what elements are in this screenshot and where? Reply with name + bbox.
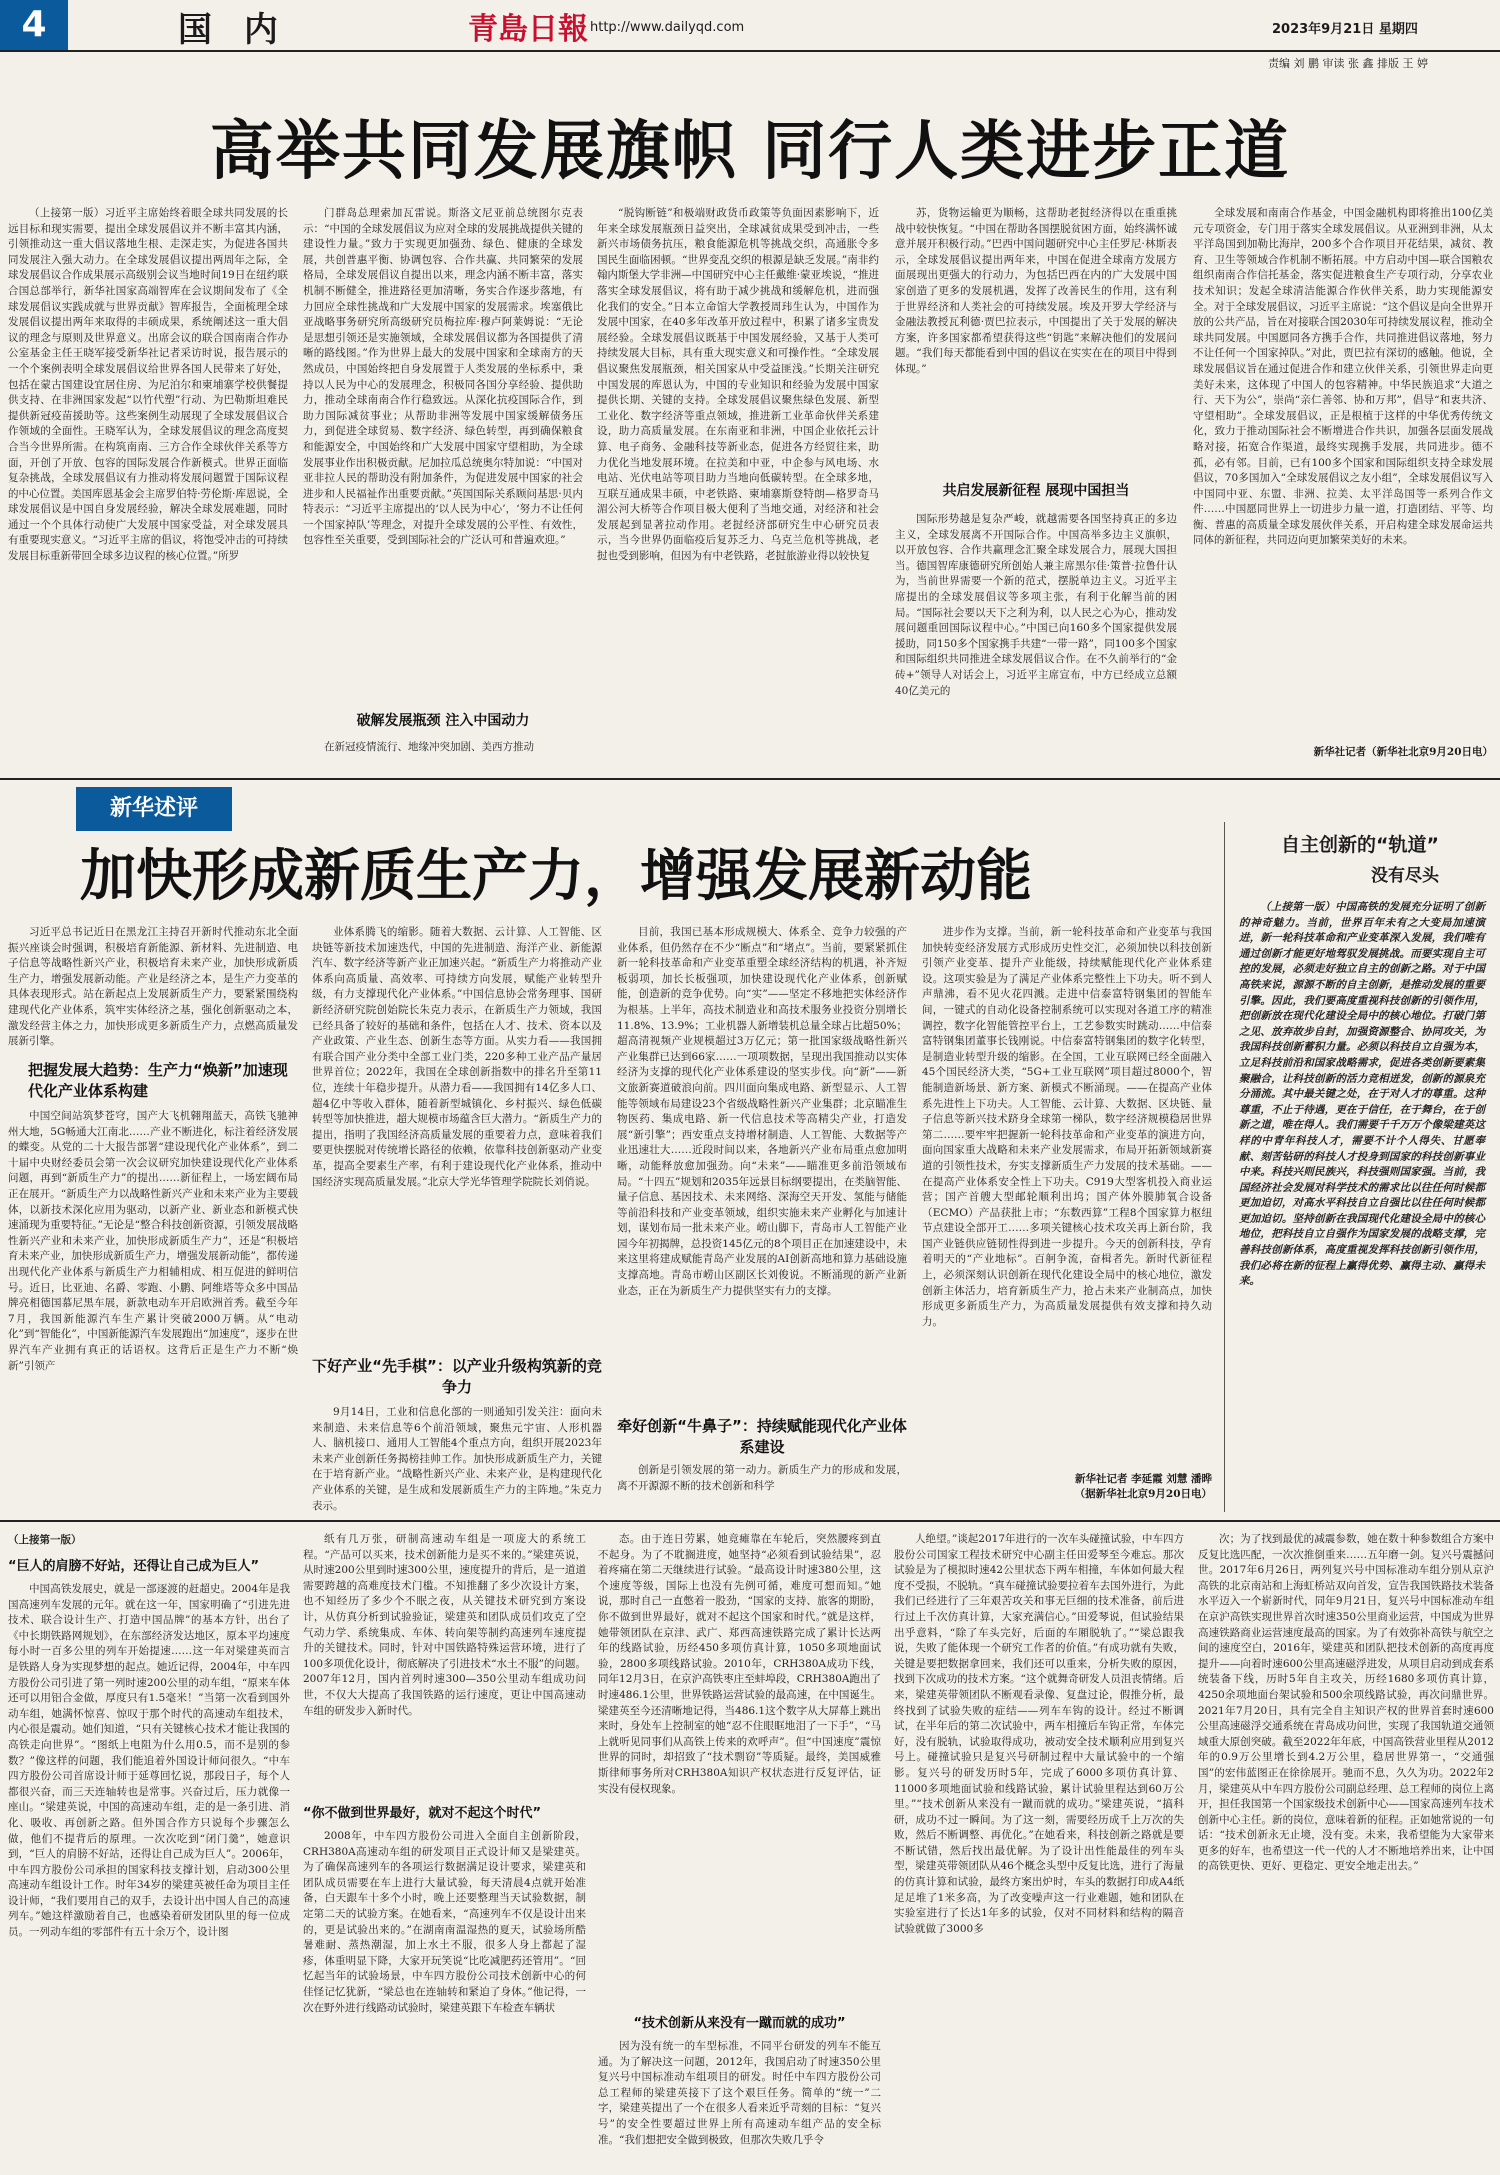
article2-col1-wrap bbox=[8, 925, 298, 1515]
sidebar-commentary bbox=[1224, 822, 1495, 1512]
article2-col2: 业体系腾飞的缩影。随着大数据、云计算、人工智能、区块链等新技术加速迭代，中国的先进制造、海洋产业、新能源汽车、数字经济等新产业正加速兴起。“新质生产力将推动产业体系向高质量、高效率、可持续方向发展，赋能产业转型升级，有力支撑现代化产业体系。”中国信息协会常务理事、国研新经济研究院创始院长朱克力表示，在新质生产力领域，我国已经具备了较好的基础和条件，包括在人才、技术、资本以及产业政策、产业生态、创新生态等方面。从实力看——我国拥有联合国产业分类中全部工业门类，220多种工业产品产量居世界首位；2022年，我国在全球创新指数中的排名升至第11位，连续十年稳步提升。从潜力看——我国拥有14亿多人口、超4亿中等收入群体，随着新型城镇化、乡村振兴、绿色低碳转型等加快推进，超大规模市场蕴含巨大潜力。“新质生产力的提出，指明了我国经济高质量发展的重要着力点，意味着我们要更快摆脱对传统增长路径的依赖，依靠科技创新驱动产业变革，提高全要素生产率，有利于建设现代化产业体系，推动中国经济实现高质量发展。”北京大学光华管理学院院长刘俏说。 bbox=[312, 926, 602, 1188]
article3-col3: 态。由于连日劳累，她竟瘫靠在车轮后，突然腰疼到直不起身。为了不耽搁进度，她坚持“必须看到试验结果”，忍着疼痛在第二天继续进行试验。“最高设计时速380公里，这个速度等级，国际上也没有先例可循，难度可想而知。”她说，那时自己一直憋着一股劲，“国家的支持、旅客的期盼，你不做到世界最好，就对不起这个国家和时代。”就是这样，她带领团队在京津、武广、郑西高速铁路完成了累计长达两年的线路试验，历经450多项仿真计算，1050多项地面试验，2800多项线路试验。2010年，CRH380A成功下线，同年12月3日，在京沪高铁枣庄至蚌埠段，CRH380A跑出了时速486.1公里，世界铁路运营试验的最高速，在中国诞生。梁建英至今还清晰地记得，当486.1这个数字从大屏幕上跳出来时，身处车上控制室的她“忍不住眼眶地泪了一下手”，“马上就听见同事们从高铁上传来的欢呼声”。但“中国速度”震惊世界的同时，却招致了“技术剽窃”等质疑。最终，美国威雅斯律师事务所对CRH380A知识产权状态进行反复评估，证实没有侵权现象。 bbox=[598, 1533, 881, 1795]
editor-credits: 责编 刘 鹏 审读 张 鑫 排版 王 婷 bbox=[1268, 57, 1428, 70]
issue-date: 2023年9月21日 星期四 bbox=[1272, 22, 1418, 37]
page-number: 4 bbox=[0, 0, 68, 50]
article1-col3: “脱钩断链”和极端财政货币政策等负面因素影响下，近年来全球发展瓶颈日益突出，全球减贫成果受到冲击，一些新兴市场债务抗压，粮食能源危机等挑战交织，高通胀令多国民生面临困顿。“世界变乱交织的根源是缺乏发展。”南非约翰内斯堡大学非洲—中国研究中心主任戴维·蒙亚埃说，“推进落实全球发展倡议，将有助于减少挑战和缓解危机，进而强化我们的安全。”日本立命馆大学教授周玮生认为，中国作为发展中国家，在40多年改革开放过程中，积累了诸多宝贵发展经验。全球发展倡议既基于中国发展经验，又基于人类可持续发展大目标，具有重大现实意义和可操作性。“全球发展倡议聚焦发展瓶颈，相关国家从中受益匪浅。”长期关注研究中国发展的库恩认为，中国的专业知识和经验为发展中国家提供长期、关键的支持。全球发展倡议聚焦绿色发展、新型工业化、数字经济等重点领域，推进新工业革命伙伴关系建设，助力高质量发展。在东南亚和非洲，中国企业依托云计算、电子商务、金融科技等新业态，促进各方经贸往来，助力优化当地发展环境。在拉美和中亚，中企参与风电场、水电站、光伏电站等项目助力当地向低碳转型。在全球多地，互联互通成果丰硕，中老铁路、柬埔寨斯登特朗—格罗奇马湄公河大桥等合作项目极大便利了当地交通，对经济和社会发展起到显著拉动作用。老挝经济部研究生中心研究员表示，当今世界仍面临疫后复苏乏力、乌克兰危机等挑战，老挝也受到影响，但因为有中老铁路，老挝旅游业得以较快复 bbox=[597, 207, 879, 563]
sidebar-body: （上接第一版）中国高铁的发展充分证明了创新的神奇魅力。当前，世界百年未有之大变局加速演进，新一轮科技革命和产业变革深入发展，我们唯有通过创新才能更好地驾驭发展挑战。而要实现自主可控的发展，必须走好独立自主的创新之路。对于中国高铁来说，源源不断的自主创新，是推动发展的重要引擎。因此，我们要高度重视科技创新的引领作用，把创新放在现代化建设全局中的核心地位。打破门第之见、放弃故步自封，加强资源整合、协同攻关，为我国科技创新蓄积力量。必须以科技自立自强为本，立足科技前沿和国家战略需求，促进各类创新要素集聚融合，让科技创新的活力竞相迸发，创新的源泉充分涌流。其中最关键之处，在于对人才的尊重。这种尊重，不止于待遇，更在于信任，在于舞台，在于创新之道，唯在得人。我们需要千千万万个像梁建英这样的中青年科技人才，需要不计个人得失、甘愿奉献、刻苦钻研的科技人才投身到国家的科技创新事业中来。科技兴则民族兴，科技强则国家强。当前，我国经济社会发展对科学技术的需求比以往任何时候都更加迫切，对高水平科技自立自强比以往任何时候都更加迫切。坚持创新在我国现代化建设全局中的核心地位，把科技自立自强作为国家发展的战略支撑，完善科技创新体系，高度重视发挥科技创新引领作用，我们必将在新的征程上赢得优势、赢得主动、赢得未来。 bbox=[1239, 901, 1485, 1288]
article3-col2: 纸有几万张，研制高速动车组是一项庞大的系统工程。“产品可以买来，技术创新能力是买不来的。”梁建英说，从时速200公里到时速300公里，速度提升的背后，是一道道需要跨越的高难度技术门槛。不知推翻了多少次设计方案，也不知经历了多少个不眠之夜，从关键技术研究到方案设计，从仿真分析到试验验证，梁建英和团队成员们攻克了空气动力学、系统集成、车体、转向架等制约高速列车速度提升的关键技术。同时，针对中国铁路特殊运营环境，进行了100多项优化设计，彻底解决了引进技术“水土不服”的问题。2007年12月，国内首列时速300—350公里动车组成功问世，不仅大大提高了我国铁路的运行速度，更让中国高速动车组的研发步入新时代。 bbox=[303, 1533, 586, 1717]
masthead-rule bbox=[0, 50, 1500, 52]
article3-col4: 人绝望。”谈起2017年进行的一次车头碰撞试验，中车四方股份公司国家工程技术研究中心副主任田爱琴至今难忘。那次试验是为了模拟时速42公里状态下两车相撞，车体如何最大程度不受损，不脱轨。“真车碰撞试验要拉着车去国外进行，为此我们已经进行了三年艰苦攻关和事无巨细的技术准备，前后进行过上千次仿真计算，大家充满信心。”田爱琴说，但试验结果出乎意料，“除了车头完好，后面的车厢脱轨了。”“梁总跟我说，失败了能体现一个研究工作者的价值。”有成功就有失败，关键是要把数据拿回来，我们还可以重来，分析失败的原因，找到下次成功的技术方案。“这个就舞奇研发人员沮丧情绪。后来，梁建英带领团队不断观看录像、复盘过论，假推分析，最终找到了试验失败的症结——列车车钩的设计。经过不断调试，在半年后的第二次试验中，两车相撞后车钩正常，车体完好，没有脱轨，试验取得成功，被动安全技术顺利应用到复兴号上。碰撞试验只是复兴号研制过程中大量试验中的一个缩影。复兴号的研发历时5年，完成了6000多项仿真计算、11000多项地面试验和线路试验，累计试验里程达到60万公里。”“技术创新从来没有一蹴而就的成功。”梁建英说，“搞科研，成功不过一瞬间。为了这一刻，需要经历成千上万次的失败，然后不断调整、再优化。”在她看来，科技创新之路就是要不断试错，然后找出最优解。为了设计出性能最佳的列车头型，梁建英带领团队从46个概念头型中反复比选，进行了海量的仿真计算和试验，最终方案出炉时，车头的数据打印成A4纸足足堆了1米多高，为了改变噪声这一行业难题，她和团队在实验室进行了长达1年多的试验，仅对不同材料和结构的隔音试验就做了3000多 bbox=[894, 1533, 1184, 1935]
article2-col3-subhead: 牵好创新“牛鼻子”：持续赋能现代化产业体系建设 bbox=[617, 1417, 907, 1456]
article2-col2-b: 9月14日，工业和信息化部的一则通知引发关注：面向未来制造、未来信息等6个前沿领域，聚焦元宇宙、人形机器人、脑机接口、通用人工智能4个重点方向，组织开展2023年未来产业创新任务揭榜挂帅工作。加快形成新质生产力，关键在于培育新产业。“战略性新兴产业、未来产业，是构建现代化产业体系的关键，是生成和发展新质生产力的主阵地。”朱克力表示。 bbox=[312, 1406, 602, 1512]
article2-col2-wrap bbox=[312, 925, 602, 1515]
sidebar-subtitle: 没有尽头 bbox=[1371, 866, 1439, 886]
article2-headline: 加快形成新质生产力，增强发展新动能 bbox=[80, 844, 1032, 909]
article1-col2: 门群岛总理索加瓦雷说。斯洛文尼亚前总统图尔克表示：“中国的全球发展倡议为应对全球的发展挑战提供关键的建设性力量。”致力于实现更加强劲、绿色、健康的全球发展，共创普惠平衡、协调包容、合作共赢、共同繁荣的发展格局，全球发展倡议自提出以来，理念内涵不断丰富，落实机制不断健全，推进路径更加清晰，务实合作逐步落地，有力回应全球性挑战和广大发展中国家的发展需求。埃塞俄比亚战略事务研究所高级研究员梅拉库·穆卢阿莱姆说：“无论是思想引领还是实施领域，全球发展倡议都为各国提供了清晰的路线图。”作为世界上最大的发展中国家和全球南方的天然成员，中国始终把自身发展置于人类发展的坐标系中，秉持以人民为中心的发展理念，积极同各国分享经验、提供助力，推动全球南南合作行稳致远。从深化抗疫国际合作，到助力国际减贫事业；从帮助非洲等发展中国家缓解债务压力，到促进全球贸易、数字经济、绿色转型，再到确保粮食和能源安全，中国始终和广大发展中国家守望相助，为全球发展事业作出积极贡献。尼加拉瓜总统奥尔特加说：“中国对亚非拉人民的帮助没有附加条件，为促进发展中国家的社会进步和人民福祉作出重要贡献。”英国国际关系顾问基思·贝内特表示：“习近平主席提出的‘以人民为中心’，‘努力不让任何一个国家掉队’等理念，对提升全球发展的公平性、有效性，包容性至关重要，受到国际社会的广泛认可和普遍欢迎。” bbox=[303, 207, 583, 547]
section-title: 国 内 bbox=[178, 10, 288, 50]
article1-col1: （上接第一版）习近平主席始终着眼全球共同发展的长远目标和现实需要，提出全球发展倡议并不断丰富其内涵，引领推动这一重大倡议落地生根、走深走实，为促进各国共同发展注入强大动力。在全球发展倡议提出两周年之际，全球发展倡议合作成果展示高级别会议当地时间19日在纽约联合国总部举行，新华社国家高端智库在会议期间发布了《全球发展倡议实践成就与世界贡献》智库报告，全面梳理全球发展倡议提出两年来取得的丰硕成果，系统阐述这一重大倡议的理念与原则及世界意义。出席会议的联合国南南合作办公室基金主任王晓军接受新华社记者采访时说，报告展示的一个个案例表明全球发展倡议给世界各国人民带来了好处，包括在蒙古国建设宜居住房、为尼泊尔和柬埔寨学校供餐提供支持、在非洲国家发起“以竹代塑”行动、为巴勒斯坦难民提供新冠疫苗援助等。这些案例生动展现了全球发展倡议合作领域的全面性。王晓军认为，全球发展倡议的理念高度契合当今世界所需。在构筑南南、三方合作全球伙伴关系等方面，开创了开放、包容的国际发展合作新模式。世界正面临复杂挑战，全球发展倡议有力推动将发展问题置于国际议程的中心位置。美国库恩基金会主席罗伯特·劳伦斯·库恩说，全球发展倡议是中国自身发展经验，解决全球发展难题，同时通过一个个具体行动使广大发展中国家受益，对全球发展具有重要现实意义。“习近平主席的倡议，将饱受冲击的可持续发展目标重新带回全球多边议程的核心位置。”所罗 bbox=[8, 207, 288, 563]
article3-col3-subhead: “技术创新从来没有一蹴而就的成功” bbox=[633, 2016, 846, 2031]
article2-col3-b: 创新是引领发展的第一动力。新质生产力的形成和发展，离不开源源不断的技术创新和科学 bbox=[617, 1464, 907, 1492]
article3-col2-wrap bbox=[303, 1532, 586, 2172]
article1-headline: 高举共同发展旗帜 同行人类进步正道 bbox=[209, 115, 1291, 189]
article2-col4-wrap bbox=[922, 925, 1212, 1515]
article1-col4-b: 国际形势越是复杂严峻，就越需要各国坚持真正的多边主义，全球发展离不开国际合作。中国高举多边主义旗帜，以开放包容、合作共赢理念汇聚全球发展合力，展现大国担当。德国智库康德研究所创始人兼主席黑尔佳·策普·拉鲁什认为，当前世界需要一个新的范式，摆脱单边主义。习近平主席提出的全球发展倡议等多项主张，有利于化解当前的困局。“国际社会要以天下之利为利，以人民之心为心，推动发展问题重回国际议程中心。”中国已向160多个国家提供发展援助，同150多个国家携手共建“一带一路”，同100多个国家和国际组织共同推进全球发展倡议合作。在不久前举行的“金砖+”领导人对话会上，习近平主席宣布，中方已经成立总额40亿美元的 bbox=[895, 513, 1177, 697]
article2-col2-subhead: 下好产业“先手棋”：以产业升级构筑新的竞争力 bbox=[312, 1357, 602, 1396]
sidebar-title: 自主创新的“轨道” bbox=[1281, 834, 1439, 856]
paper-logo: 青島日報 bbox=[468, 12, 588, 47]
article2-byline-source: （据新华社北京9月20日电） bbox=[1074, 1488, 1212, 1500]
article3-col1-subhead: “巨人的肩膀不好站，还得让自己成为巨人” bbox=[8, 1559, 260, 1574]
article1-col2-wrap bbox=[303, 206, 583, 764]
article1-col2-subhead: 破解发展瓶颈 注入中国动力 bbox=[356, 713, 530, 729]
article2-col1-subhead: 把握发展大趋势：生产力“焕新”加速现代化产业体系构建 bbox=[28, 1061, 288, 1100]
article2-col4: 进步作为支撑。当前，新一轮科技革命和产业变革与我国加快转变经济发展方式形成历史性交汇，必须加快以科技创新引领产业变革、提升产业能级，持续赋能现代化产业体系建设。这项实验是为了满足产业体系完整性上下功夫。听不到人声鼎沸，看不见火花四溅。走进中信泰富特钢集团的智能车间，一键式的自动化设备控制系统可以实现对各道工序的精准调控，数字化智能管控平台上，工艺参数实时跳动……中信泰富特钢集团董事长钱刚说。中信泰富特钢集团的数字化转型，是制造业转型升级的缩影。在全国，工业互联网已经全面融入45个国民经济大类，“5G+工业互联网”项目超过8000个，智能制造新场景、新方案、新模式不断涌现。——在提高产业体系先进性上下功夫。人工智能、云计算、大数据、区块链、量子信息等新兴技术跻身全球第一梯队，数字经济规模稳居世界第二……要牢牢把握新一轮科技革命和产业变革的演进方向，面向国家重大战略和未来产业发展需求，布局开拓新领域新赛道的引领性技术，夯实支撑新质生产力发展的技术基础。——在提高产业体系安全性上下功夫。C919大型客机投入商业运营；国产首艘大型邮轮顺利出坞；国产体外膜肺氧合设备（ECMO）产品获批上市；“东数西算”工程8个国家算力枢纽节点建设全部开工……多项关键核心技术攻关再上新台阶，我国产业链供应链韧性得到进一步提升。今天的创新科技，孕育着明天的“产业地标”。百舸争流，奋楫者先。新时代新征程上，必须深刻认识创新在现代化建设全局中的核心地位，激发创新主体活力，培育新质生产力，抢占未来产业制高点，加快形成更多新质生产力，为高质量发展提供有效支撑和持久动力。 bbox=[922, 926, 1212, 1328]
article1-col2-tail: 在新冠疫情流行、地缘冲突加剧、美西方推动 bbox=[324, 741, 534, 753]
article2-col1: 习近平总书记近日在黑龙江主持召开新时代推动东北全面振兴座谈会时强调，积极培育新能源、新材料、先进制造、电子信息等战略性新兴产业，积极培育未来产业，加快形成新质生产力，增强发展新动能。产业是经济之本，是生产力变革的具体表现形式。站在新起点上发展新质生产力，要紧紧围绕构建现代化产业体系，筑牢实体经济之基，强化创新驱动之本，激发经营主体之力，加快形成更多新质生产力，点燃高质量发展新引擎。 bbox=[8, 926, 298, 1048]
article1-col5: 全球发展和南南合作基金，中国金融机构即将推出100亿美元专项资金，专门用于落实全球发展倡议。从亚洲到非洲，从太平洋岛国到加勒比海岸，200多个合作项目开花结果，减贫、教育、卫生等领域合作机制不断拓展。中方启动中国—联合国粮农组织南南合作信托基金，落实促进粮食生产专项行动，分享农业技术知识；发起全球清洁能源合作伙伴关系，助力实现能源安全。对于全球发展倡议，习近平主席说：“这个倡议是向全世界开放的公共产品，旨在对接联合国2030年可持续发展议程，推动全球共同发展。中国愿同各方携手合作，共同推进倡议落地，努力不让任何一个国家掉队。”对此，贾巴拉有深切的感触。他说，全球发展倡议旨在通过促进合作和建立伙伴关系，引领世界走向更美好未来，这体现了中国人的包容精神。中华民族追求“大道之行、天下为公”，崇尚“亲仁善邻、协和万邦”，倡导“和衷共济、守望相助”。全球发展倡议，正是根植于这样的中华优秀传统文化，致力于推动国际社会不断增进合作共识，加强各层面发展战略对接，拓宽合作渠道，最终实现携手发展，共同进步。德不孤，必有邻。目前，已有100多个国家和国际组织支持全球发展倡议，70多国加入“全球发展倡议之友小组”，全球发展倡议写入中国同中亚、东盟、非洲、拉美、太平洋岛国等一系列合作文件……中国愿同世界上一切进步力量一道，打造团结、平等、均衡、普惠的高质量全球发展伙伴关系，开启构建全球发展命运共同体的新征程，共同迈向更加繁荣美好的未来。 bbox=[1193, 207, 1493, 547]
article2-kicker: 新华述评 bbox=[76, 787, 232, 831]
article3-col1-wrap bbox=[8, 1532, 290, 2172]
article3-lead: （上接第一版） bbox=[8, 1534, 82, 1546]
section-rule-1 bbox=[0, 778, 1500, 780]
article1-byline: 新华社记者（新华社北京9月20日电） bbox=[1313, 746, 1493, 758]
paper-url: http://www.dailyqd.com bbox=[590, 20, 745, 35]
article3-col2-subhead: “你不做到世界最好，就对不起这个时代” bbox=[303, 1806, 542, 1821]
article1-col5-wrap bbox=[1193, 206, 1493, 764]
article1-col4-wrap bbox=[895, 206, 1177, 764]
article1-col4-subhead: 共启发展新征程 展现中国担当 bbox=[942, 483, 1130, 499]
article2-col1-b: 中国空间站筑梦苍穹，国产大飞机翱翔蓝天，高铁飞驰神州大地，5G畅通大江南北……产业不断进化，标注着经济发展的蝶变。从党的二十大报告部署“建设现代化产业体系”，到二十届中央财经委员会第一次会议研究加快建设现代化产业体系问题，再到“新质生产力”的提出……新征程上，一场宏阔布局正在展开。“新质生产力以战略性新兴产业和未来产业为主要载体，以新技术深化应用为驱动，以新产业、新业态和新模式快速涌现为重要特征。”无论是“整合科技创新资源，引领发展战略性新兴产业和未来产业，加快形成新质生产力”，还是“积极培育未来产业，加快形成新质生产力，增强发展新动能”，都传递出现代化产业体系与新质生产力相辅相成、相互促进的鲜明信号。近日，比亚迪、名爵、零跑、小鹏、阿维塔等众多中国品牌亮相德国慕尼黑车展，新款电动车开启欧洲首秀。截至今年7月，我国新能源汽车生产累计突破2000万辆。从“电动化”到“智能化”，中国新能源汽车发展跑出“加速度”，逐步在世界汽车产业拥有真正的话语权。这背后正是生产力不断“焕新”引领产 bbox=[8, 1110, 298, 1372]
section-rule-2 bbox=[0, 1520, 1500, 1522]
article1-col4: 苏，货物运输更为顺畅，这帮助老挝经济得以在重重挑战中较快恢复。“中国在帮助各国摆脱贫困方面，始终满怀诚意并展开积极行动。”巴西中国问题研究中心主任罗尼·林斯表示，全球发展倡议提出两年来，中国在促进全球南方发展方面展现出更强大的行动力，为包括巴西在内的广大发展中国家创造了更多的发展机遇，发挥了改善民生的作用，这有利于世界经济和人类社会的可持续发展。埃及开罗大学经济与金融法教授瓦利德·贾巴拉表示，中国提出了关于发展的解决方案，许多国家都希望获得这些“钥匙”来解决他们的发展问题。“我们每天都能看到中国的倡议在实实在在的项目中得到体现。” bbox=[895, 207, 1177, 375]
article3-col3-b: 因为没有统一的车型标准，不同平台研发的列车不能互通。为了解决这一问题，2012年，我国启动了时速350公里复兴号中国标准动车组项目的研发。时任中车四方股份公司总工程师的梁建英接下了这个艰巨任务。简单的“统一”二字，梁建英提出了一个在很多人看来近乎苛刻的目标：“复兴号”的安全性要超过世界上所有高速动车组产品的安全标准。“我们想把安全做到极致，但那次失败几乎令 bbox=[598, 2040, 881, 2146]
article3-col2-b: 2008年，中车四方股份公司进入全面自主创新阶段，CRH380A高速动车组的研发项目正式设计师又是梁建英。为了确保高速列车的各项运行数据满足设计要求，梁建英和团队成员需要在车上进行大量试验，每天清晨4点就开始准备，白天跟车十多个小时，晚上还要整理当天试验数据，制定第二天的试验方案。在她看来，“高速列车不仅是设计出来的，更是试验出来的。”在湖南南温湿热的夏天，试验场所酷暑难耐、蒸热潮湿，加上水土不服，很多人身上都起了湿疹，体重明显下降，大家开玩笑说“比吃减肥药还管用”。“回忆起当年的试验场景，中车四方股份公司技术创新中心的何佳怪记忆犹新，“梁总也在连轴转和紧迫了身体。”他记得，一次在野外进行线路动试验时，梁建英跟下车检查车辆状 bbox=[303, 1830, 586, 2014]
article3-col3-wrap bbox=[598, 1532, 881, 2172]
article2-col3-wrap bbox=[617, 925, 907, 1515]
article3-col1: 中国高铁发展史，就是一部逐渡的赶超史。2004年是我国高速列车发展的元年。就在这一年，国家明确了“引进先进技术、联合设计生产、打造中国品牌”的基本方针，出台了《中长期铁路网规划》，在东部经济发达地区，原本平均速度每小时一百多公里的列车开始提速……这一年对梁建英而言是铁路人身为实现梦想的起点。她近记得，2004年，中车四方股份公司引进了第一列时速200公里的动车组，“原来车体还可以用铝合金做，厚度只有1.5毫米！”当第一次看到国外动车组，她满怀惊喜、惊叹于那个时代的高速动车组技术，内心很是震动。她们知道，“只有关键核心技术才能让我国的高铁走向世界”。“图纸上电阻为什么用0.5，而不是别的参数？”像这样的问题，我们能追着外国设计师问很久。“中车四方股份公司首席设计师于延尊回忆说，那段日子，每个人都很兴奋，而三天连轴转也是常事。兴奋过后，压力就像一座山。“梁建英说，中国的高速动车组，走的是一条引进、消化、吸收、再创新之路。但外国合作方只说每个步骤怎么做，他们不提背后的原理。一次次吃到“闭门羹”，她意识到，“巨人的肩膀不好站，还得让自己成为巨人”。2006年，中车四方股份公司承担的国家科技支撑计划，启动300公里高速动车组设计工作。时年34岁的梁建英被任命为项目主任设计师，“我们要用自己的双手，去设计出中国人自己的高速列车。”她这样激励着自己，也感染着研发团队里的每一位成员。一列动车组的零部件有五十余万个，设计图 bbox=[8, 1583, 290, 1939]
article3-col5: 次；为了找到最优的减震参数，她在数十种参数组合方案中反复比选匹配，一次次推倒重来……五年磨一剑。复兴号震撼问世。2017年6月26日，两列复兴号中国标准动车组分别从京沪高铁的北京南站和上海虹桥站双向首发，宣告我国铁路技术装备水平迈入一个崭新时代，同年9月21日，复兴号中国标准动车组在京沪高铁实现世界首次时速350公里商业运营，中国成为世界高速铁路商业运营速度最高的国家。为了有效弥补高铁与航空之间的速度空白，2016年，梁建英和团队把技术创新的高度再度提升——向着时速600公里高速磁浮进发，从项目启动到成套系统装备下线，历时5年自主攻关，历经1680多项仿真计算，4250余项地面台架试验和500余项线路试验，再次问鼎世界。2021年7月20日，具有完全自主知识产权的世界首套时速600公里高速磁浮交通系统在青岛成功问世，实现了我国轨道交通领域重大原创突破。截至2022年年底，中国高铁营业里程从2012年的0.9万公里增长到4.2万公里，稳居世界第一，“交通强国”的宏伟蓝图正在徐徐展开。驰而不息，久久为功。2022年2月，梁建英从中车四方股份公司副总经理、总工程师的岗位上离开，担任我国第一个国家级技术创新中心——国家高速列车技术创新中心主任。新的岗位，意味着新的征程。正如她常说的一句话：“技术创新永无止境，没有变。未来，我希望能为大家带来更多的好车，也希望这一代一代的人才不断地培养出来，让中国的高铁更快、更好、更稳定、更安全地走出去。” bbox=[1198, 1533, 1494, 1873]
article2-col3: 目前，我国已基本形成规模大、体系全、竞争力较强的产业体系，但仍然存在不少“断点”和“堵点”。当前，要紧紧抓住新一轮科技革命和产业变革重塑全球经济结构的机遇，补齐短板弱项，加长长板强项，加快建设现代化产业体系，创新赋能，创造新的竞争优势。向“实”——坚定不移地把实体经济作为根基。上半年，高技术制造业和高技术服务业投资分别增长11.8%、13.9%；工业机器人新增装机总量全球占比超50%；超高清视频产业规模超过3万亿元；第一批国家级战略性新兴产业集群已达到66家……一项项数据，呈现出我国推动以实体经济为支撑的现代化产业体系建设的坚实步伐。向“新”——新文旅新赛道破浪向前。四川面向集成电路、新型显示、人工智能等领域布局建设23个省级战略性新兴产业集群；北京瞄准生物医药、集成电路、新一代信息技术等高精尖产业，打造发展“新引擎”；西安重点支持增材制造、人工智能、大数据等产业迅速壮大……近段时间以来，各地新兴产业布局重点愈加明晰，动能释放愈加强劲。向“未来”——瞄准更多前沿领域布局。“十四五”规划和2035年远景目标纲要提出，在类脑智能、量子信息、基因技术、未来网络、深海空天开发、氢能与储能等前沿科技和产业变革领域，组织实施未来产业孵化与加速计划，谋划布局一批未来产业。崂山脚下，青岛市人工智能产业园今年初揭牌，总投资145亿元的8个项目正在加速建设中，未来这里将建成赋能青岛产业发展的AI创新高地和算力基础设施支撑高地。青岛市崂山区副区长刘俊说。不断涌现的新产业新业态，正在为新质生产力提供坚实有力的支撑。 bbox=[617, 926, 907, 1297]
article2-byline: 新华社记者 李延霞 刘慧 潘晔 bbox=[1075, 1473, 1212, 1485]
